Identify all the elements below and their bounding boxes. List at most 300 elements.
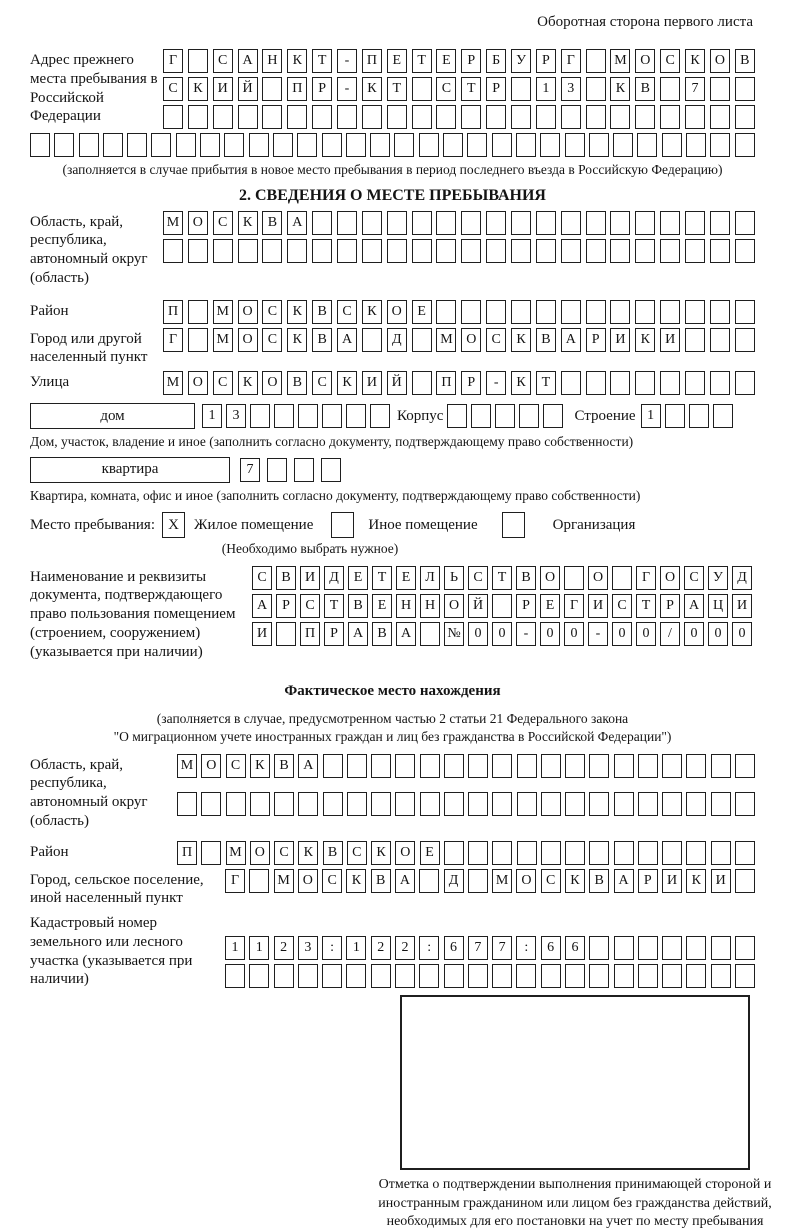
char-cell[interactable] xyxy=(188,328,208,352)
char-cell[interactable]: 7 xyxy=(685,77,705,101)
apartment-type-box[interactable]: квартира xyxy=(30,457,230,483)
char-cell[interactable] xyxy=(322,964,342,988)
char-cell[interactable] xyxy=(685,105,705,129)
char-cell[interactable]: М xyxy=(274,869,294,893)
char-cell[interactable]: Д xyxy=(732,566,752,590)
char-cell[interactable]: Р xyxy=(312,77,332,101)
char-cell[interactable] xyxy=(685,328,705,352)
char-cell[interactable]: Н xyxy=(420,594,440,618)
char-cell[interactable] xyxy=(638,936,658,960)
char-cell[interactable]: У xyxy=(708,566,728,590)
char-cell[interactable]: И xyxy=(300,566,320,590)
char-cell[interactable]: Т xyxy=(412,49,432,73)
char-cell[interactable]: Р xyxy=(486,77,506,101)
char-cell[interactable] xyxy=(495,404,515,428)
char-cell[interactable] xyxy=(735,841,755,865)
char-cell[interactable]: 3 xyxy=(298,936,318,960)
char-cell[interactable]: О xyxy=(262,371,282,395)
char-cell[interactable] xyxy=(395,792,415,816)
char-cell[interactable]: А xyxy=(238,49,258,73)
char-cell[interactable]: В xyxy=(323,841,343,865)
char-cell[interactable] xyxy=(287,239,307,263)
char-cell[interactable] xyxy=(312,105,332,129)
char-cell[interactable] xyxy=(635,300,655,324)
char-cell[interactable] xyxy=(250,792,270,816)
char-cell[interactable] xyxy=(519,404,539,428)
char-cell[interactable] xyxy=(298,792,318,816)
char-cell[interactable] xyxy=(638,792,658,816)
char-cell[interactable]: Н xyxy=(396,594,416,618)
char-cell[interactable]: С xyxy=(213,211,233,235)
char-cell[interactable] xyxy=(662,964,682,988)
char-cell[interactable]: Г xyxy=(163,328,183,352)
char-cell[interactable]: Р xyxy=(324,622,344,646)
char-cell[interactable]: К xyxy=(298,841,318,865)
char-cell[interactable] xyxy=(394,133,414,157)
char-cell[interactable] xyxy=(589,754,609,778)
char-cell[interactable]: Д xyxy=(324,566,344,590)
char-cell[interactable] xyxy=(346,404,366,428)
char-cell[interactable] xyxy=(586,211,606,235)
char-cell[interactable] xyxy=(287,105,307,129)
char-cell[interactable]: 1 xyxy=(225,936,245,960)
char-cell[interactable]: 0 xyxy=(564,622,584,646)
char-cell[interactable] xyxy=(685,300,705,324)
char-cell[interactable]: Г xyxy=(163,49,183,73)
char-cell[interactable] xyxy=(322,404,342,428)
char-cell[interactable] xyxy=(660,239,680,263)
char-cell[interactable] xyxy=(517,841,537,865)
char-cell[interactable] xyxy=(610,211,630,235)
char-cell[interactable]: Е xyxy=(372,594,392,618)
char-cell[interactable]: В xyxy=(262,211,282,235)
char-cell[interactable] xyxy=(564,566,584,590)
char-cell[interactable]: 6 xyxy=(541,936,561,960)
char-cell[interactable] xyxy=(543,404,563,428)
char-cell[interactable] xyxy=(665,404,685,428)
char-cell[interactable]: У xyxy=(511,49,531,73)
checkbox-other-premises[interactable] xyxy=(331,512,354,538)
char-cell[interactable] xyxy=(638,841,658,865)
char-cell[interactable]: С xyxy=(274,841,294,865)
char-cell[interactable]: В xyxy=(536,328,556,352)
char-cell[interactable]: М xyxy=(163,211,183,235)
char-cell[interactable]: 7 xyxy=(492,936,512,960)
char-cell[interactable] xyxy=(492,754,512,778)
char-cell[interactable] xyxy=(444,841,464,865)
char-cell[interactable]: Г xyxy=(564,594,584,618)
char-cell[interactable] xyxy=(613,133,633,157)
char-cell[interactable] xyxy=(511,211,531,235)
char-cell[interactable]: Т xyxy=(372,566,392,590)
char-cell[interactable]: Р xyxy=(461,371,481,395)
char-cell[interactable] xyxy=(735,300,755,324)
char-cell[interactable] xyxy=(610,105,630,129)
char-cell[interactable] xyxy=(614,754,634,778)
char-cell[interactable] xyxy=(370,404,390,428)
char-cell[interactable]: А xyxy=(287,211,307,235)
char-cell[interactable] xyxy=(176,133,196,157)
char-cell[interactable] xyxy=(589,841,609,865)
char-cell[interactable]: И xyxy=(213,77,233,101)
char-cell[interactable] xyxy=(735,936,755,960)
char-cell[interactable] xyxy=(444,792,464,816)
char-cell[interactable] xyxy=(371,964,391,988)
char-cell[interactable]: С xyxy=(468,566,488,590)
char-cell[interactable] xyxy=(346,964,366,988)
char-cell[interactable] xyxy=(468,792,488,816)
char-cell[interactable] xyxy=(662,133,682,157)
char-cell[interactable] xyxy=(662,936,682,960)
char-cell[interactable] xyxy=(419,964,439,988)
char-cell[interactable]: 2 xyxy=(274,936,294,960)
char-cell[interactable]: М xyxy=(436,328,456,352)
char-cell[interactable] xyxy=(250,404,270,428)
char-cell[interactable]: 0 xyxy=(636,622,656,646)
char-cell[interactable]: А xyxy=(395,869,415,893)
char-cell[interactable] xyxy=(163,239,183,263)
char-cell[interactable]: В xyxy=(312,328,332,352)
char-cell[interactable]: В xyxy=(589,869,609,893)
char-cell[interactable] xyxy=(660,105,680,129)
char-cell[interactable]: К xyxy=(287,328,307,352)
char-cell[interactable] xyxy=(188,300,208,324)
char-cell[interactable]: И xyxy=(660,328,680,352)
char-cell[interactable]: И xyxy=(711,869,731,893)
char-cell[interactable] xyxy=(238,105,258,129)
char-cell[interactable]: Й xyxy=(238,77,258,101)
char-cell[interactable] xyxy=(362,328,382,352)
char-cell[interactable] xyxy=(511,105,531,129)
char-cell[interactable] xyxy=(713,404,733,428)
char-cell[interactable] xyxy=(486,211,506,235)
char-cell[interactable]: К xyxy=(685,49,705,73)
char-cell[interactable]: Т xyxy=(324,594,344,618)
char-cell[interactable] xyxy=(492,133,512,157)
char-cell[interactable] xyxy=(444,964,464,988)
char-cell[interactable]: Л xyxy=(420,566,440,590)
char-cell[interactable]: 1 xyxy=(641,404,661,428)
char-cell[interactable] xyxy=(370,133,390,157)
char-cell[interactable] xyxy=(201,792,221,816)
char-cell[interactable] xyxy=(586,239,606,263)
char-cell[interactable] xyxy=(540,133,560,157)
char-cell[interactable]: С xyxy=(612,594,632,618)
char-cell[interactable]: К xyxy=(346,869,366,893)
char-cell[interactable]: С xyxy=(312,371,332,395)
char-cell[interactable] xyxy=(685,211,705,235)
char-cell[interactable] xyxy=(225,964,245,988)
char-cell[interactable] xyxy=(412,77,432,101)
char-cell[interactable]: М xyxy=(610,49,630,73)
char-cell[interactable]: С xyxy=(684,566,704,590)
char-cell[interactable]: К xyxy=(362,77,382,101)
char-cell[interactable] xyxy=(610,300,630,324)
char-cell[interactable]: 7 xyxy=(468,936,488,960)
char-cell[interactable] xyxy=(589,792,609,816)
char-cell[interactable] xyxy=(419,133,439,157)
char-cell[interactable] xyxy=(536,105,556,129)
char-cell[interactable]: С xyxy=(213,371,233,395)
char-cell[interactable] xyxy=(710,105,730,129)
char-cell[interactable]: - xyxy=(588,622,608,646)
char-cell[interactable] xyxy=(735,792,755,816)
char-cell[interactable]: М xyxy=(177,754,197,778)
char-cell[interactable]: Б xyxy=(486,49,506,73)
char-cell[interactable]: В xyxy=(287,371,307,395)
char-cell[interactable] xyxy=(371,754,391,778)
char-cell[interactable]: 6 xyxy=(444,936,464,960)
char-cell[interactable] xyxy=(468,964,488,988)
char-cell[interactable] xyxy=(468,869,488,893)
char-cell[interactable]: К xyxy=(337,371,357,395)
char-cell[interactable] xyxy=(412,239,432,263)
char-cell[interactable]: 7 xyxy=(240,458,260,482)
char-cell[interactable]: К xyxy=(188,77,208,101)
char-cell[interactable] xyxy=(371,792,391,816)
char-cell[interactable] xyxy=(686,964,706,988)
char-cell[interactable] xyxy=(586,371,606,395)
char-cell[interactable] xyxy=(347,792,367,816)
char-cell[interactable] xyxy=(298,964,318,988)
char-cell[interactable] xyxy=(710,133,730,157)
char-cell[interactable] xyxy=(492,792,512,816)
char-cell[interactable]: С xyxy=(262,300,282,324)
char-cell[interactable]: 6 xyxy=(565,936,585,960)
char-cell[interactable] xyxy=(30,133,50,157)
char-cell[interactable] xyxy=(735,77,755,101)
char-cell[interactable] xyxy=(710,300,730,324)
char-cell[interactable] xyxy=(467,133,487,157)
char-cell[interactable] xyxy=(395,964,415,988)
char-cell[interactable] xyxy=(586,300,606,324)
char-cell[interactable]: В xyxy=(635,77,655,101)
char-cell[interactable]: М xyxy=(163,371,183,395)
char-cell[interactable] xyxy=(151,133,171,157)
char-cell[interactable] xyxy=(262,105,282,129)
char-cell[interactable]: Е xyxy=(387,49,407,73)
char-cell[interactable]: Й xyxy=(387,371,407,395)
char-cell[interactable]: В xyxy=(276,566,296,590)
char-cell[interactable] xyxy=(662,841,682,865)
char-cell[interactable] xyxy=(395,754,415,778)
char-cell[interactable] xyxy=(127,133,147,157)
char-cell[interactable] xyxy=(436,105,456,129)
char-cell[interactable]: К xyxy=(287,49,307,73)
char-cell[interactable] xyxy=(589,936,609,960)
char-cell[interactable] xyxy=(511,239,531,263)
char-cell[interactable] xyxy=(586,49,606,73)
char-cell[interactable] xyxy=(471,404,491,428)
char-cell[interactable] xyxy=(711,754,731,778)
char-cell[interactable] xyxy=(200,133,220,157)
char-cell[interactable] xyxy=(735,964,755,988)
char-cell[interactable]: О xyxy=(635,49,655,73)
char-cell[interactable] xyxy=(492,594,512,618)
char-cell[interactable]: Т xyxy=(536,371,556,395)
char-cell[interactable] xyxy=(461,211,481,235)
char-cell[interactable] xyxy=(224,133,244,157)
char-cell[interactable]: : xyxy=(516,936,536,960)
char-cell[interactable]: 0 xyxy=(468,622,488,646)
char-cell[interactable]: 0 xyxy=(612,622,632,646)
char-cell[interactable] xyxy=(486,300,506,324)
char-cell[interactable] xyxy=(274,792,294,816)
char-cell[interactable] xyxy=(735,869,755,893)
char-cell[interactable] xyxy=(443,133,463,157)
char-cell[interactable] xyxy=(262,77,282,101)
char-cell[interactable] xyxy=(685,371,705,395)
char-cell[interactable]: П xyxy=(177,841,197,865)
char-cell[interactable]: 1 xyxy=(346,936,366,960)
char-cell[interactable]: С xyxy=(252,566,272,590)
char-cell[interactable]: 3 xyxy=(226,404,246,428)
char-cell[interactable] xyxy=(711,841,731,865)
char-cell[interactable] xyxy=(492,964,512,988)
char-cell[interactable]: А xyxy=(298,754,318,778)
char-cell[interactable] xyxy=(492,841,512,865)
char-cell[interactable]: С xyxy=(226,754,246,778)
char-cell[interactable]: Е xyxy=(412,300,432,324)
char-cell[interactable] xyxy=(589,133,609,157)
char-cell[interactable] xyxy=(412,211,432,235)
char-cell[interactable]: А xyxy=(348,622,368,646)
char-cell[interactable] xyxy=(486,105,506,129)
char-cell[interactable]: 1 xyxy=(249,936,269,960)
char-cell[interactable] xyxy=(635,105,655,129)
char-cell[interactable] xyxy=(262,239,282,263)
char-cell[interactable]: Г xyxy=(636,566,656,590)
char-cell[interactable]: С xyxy=(337,300,357,324)
char-cell[interactable] xyxy=(103,133,123,157)
char-cell[interactable] xyxy=(612,566,632,590)
char-cell[interactable] xyxy=(662,754,682,778)
char-cell[interactable] xyxy=(436,239,456,263)
char-cell[interactable] xyxy=(249,133,269,157)
char-cell[interactable]: Й xyxy=(468,594,488,618)
char-cell[interactable] xyxy=(213,105,233,129)
char-cell[interactable] xyxy=(614,792,634,816)
char-cell[interactable]: О xyxy=(188,371,208,395)
char-cell[interactable]: 0 xyxy=(708,622,728,646)
char-cell[interactable] xyxy=(561,239,581,263)
char-cell[interactable]: П xyxy=(362,49,382,73)
char-cell[interactable]: К xyxy=(511,371,531,395)
char-cell[interactable]: - xyxy=(516,622,536,646)
char-cell[interactable]: Р xyxy=(461,49,481,73)
char-cell[interactable]: С xyxy=(322,869,342,893)
char-cell[interactable] xyxy=(436,300,456,324)
char-cell[interactable]: К xyxy=(238,371,258,395)
char-cell[interactable]: М xyxy=(226,841,246,865)
char-cell[interactable]: А xyxy=(614,869,634,893)
char-cell[interactable] xyxy=(362,239,382,263)
char-cell[interactable] xyxy=(517,754,537,778)
char-cell[interactable] xyxy=(735,211,755,235)
char-cell[interactable]: Д xyxy=(444,869,464,893)
char-cell[interactable] xyxy=(711,792,731,816)
char-cell[interactable]: П xyxy=(163,300,183,324)
char-cell[interactable] xyxy=(461,105,481,129)
char-cell[interactable]: О xyxy=(710,49,730,73)
char-cell[interactable] xyxy=(565,133,585,157)
char-cell[interactable]: О xyxy=(461,328,481,352)
char-cell[interactable]: В xyxy=(372,622,392,646)
char-cell[interactable] xyxy=(419,869,439,893)
char-cell[interactable]: С xyxy=(486,328,506,352)
char-cell[interactable] xyxy=(710,371,730,395)
char-cell[interactable] xyxy=(686,754,706,778)
char-cell[interactable] xyxy=(188,105,208,129)
char-cell[interactable]: М xyxy=(492,869,512,893)
char-cell[interactable]: К xyxy=(565,869,585,893)
char-cell[interactable] xyxy=(586,77,606,101)
char-cell[interactable]: О xyxy=(387,300,407,324)
char-cell[interactable] xyxy=(362,211,382,235)
char-cell[interactable]: Р xyxy=(638,869,658,893)
char-cell[interactable]: 3 xyxy=(561,77,581,101)
char-cell[interactable] xyxy=(686,792,706,816)
char-cell[interactable] xyxy=(321,458,341,482)
char-cell[interactable]: В xyxy=(371,869,391,893)
char-cell[interactable] xyxy=(541,841,561,865)
char-cell[interactable]: Т xyxy=(461,77,481,101)
char-cell[interactable] xyxy=(461,300,481,324)
char-cell[interactable] xyxy=(337,105,357,129)
char-cell[interactable] xyxy=(238,239,258,263)
char-cell[interactable]: Ь xyxy=(444,566,464,590)
char-cell[interactable] xyxy=(635,211,655,235)
char-cell[interactable] xyxy=(163,105,183,129)
char-cell[interactable] xyxy=(586,105,606,129)
char-cell[interactable]: О xyxy=(238,300,258,324)
char-cell[interactable] xyxy=(614,936,634,960)
char-cell[interactable] xyxy=(589,964,609,988)
char-cell[interactable]: В xyxy=(516,566,536,590)
char-cell[interactable] xyxy=(312,211,332,235)
char-cell[interactable] xyxy=(711,936,731,960)
char-cell[interactable] xyxy=(273,133,293,157)
house-type-box[interactable]: дом xyxy=(30,403,195,429)
char-cell[interactable]: К xyxy=(287,300,307,324)
char-cell[interactable] xyxy=(312,239,332,263)
char-cell[interactable] xyxy=(387,239,407,263)
char-cell[interactable]: И xyxy=(732,594,752,618)
char-cell[interactable] xyxy=(188,49,208,73)
char-cell[interactable]: О xyxy=(250,841,270,865)
char-cell[interactable]: О xyxy=(188,211,208,235)
char-cell[interactable] xyxy=(541,754,561,778)
char-cell[interactable] xyxy=(660,77,680,101)
char-cell[interactable] xyxy=(436,211,456,235)
char-cell[interactable]: Т xyxy=(492,566,512,590)
checkbox-organization[interactable] xyxy=(502,512,525,538)
char-cell[interactable]: К xyxy=(362,300,382,324)
char-cell[interactable]: Т xyxy=(387,77,407,101)
char-cell[interactable]: И xyxy=(610,328,630,352)
char-cell[interactable] xyxy=(710,77,730,101)
char-cell[interactable] xyxy=(294,458,314,482)
char-cell[interactable]: В xyxy=(735,49,755,73)
char-cell[interactable] xyxy=(412,105,432,129)
char-cell[interactable] xyxy=(614,964,634,988)
char-cell[interactable] xyxy=(337,211,357,235)
char-cell[interactable] xyxy=(710,211,730,235)
char-cell[interactable] xyxy=(346,133,366,157)
char-cell[interactable]: Д xyxy=(387,328,407,352)
char-cell[interactable] xyxy=(274,964,294,988)
char-cell[interactable]: О xyxy=(588,566,608,590)
